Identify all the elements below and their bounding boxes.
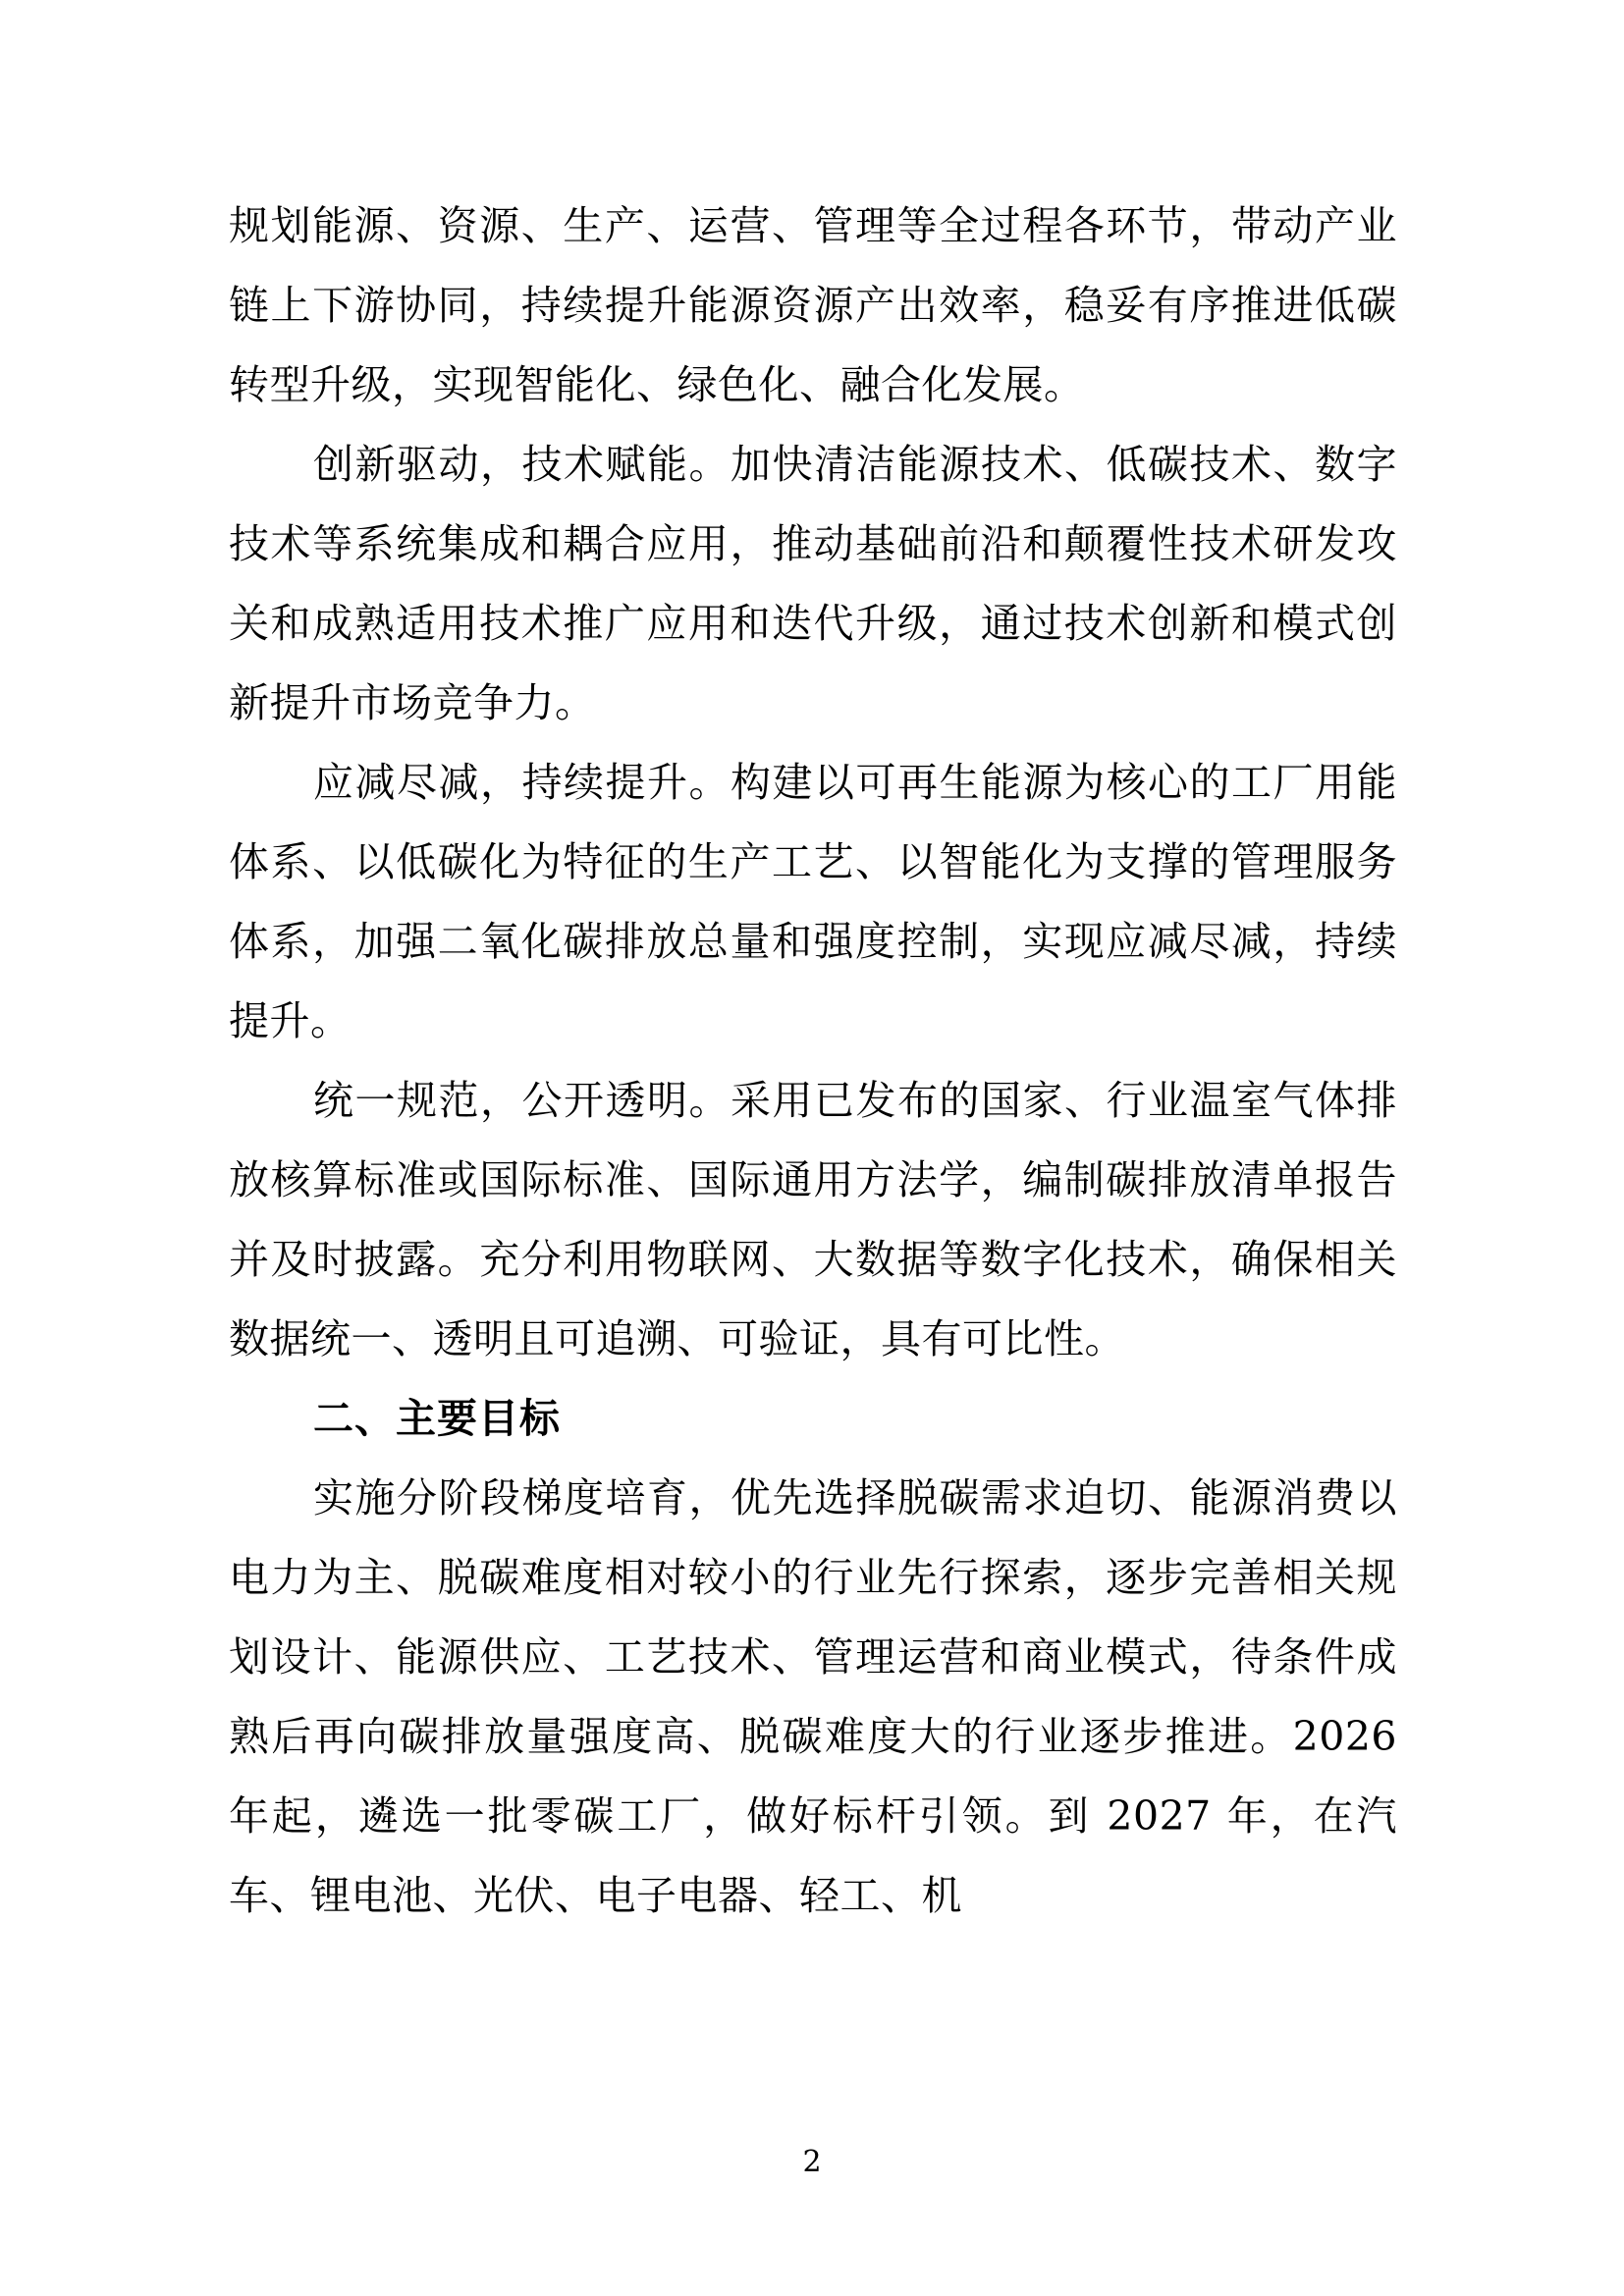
body-paragraph: 应减尽减，持续提升。构建以可再生能源为核心的工厂用能体系、以低碳化为特征的生产工艺、以智能化为支撑的管理服务体系，加强二氧化碳排放总量和强度控制，实现应减尽减，持续提升。 — [229, 759, 1397, 1044]
body-paragraph: 规划能源、资源、生产、运营、管理等全过程各环节，带动产业链上下游协同，持续提升能源资源产出效率，稳妥有序推进低碳转型升级，实现智能化、绿色化、融合化发展。 — [229, 202, 1397, 408]
body-paragraph: 统一规范，公开透明。采用已发布的国家、行业温室气体排放核算标准或国际标准、国际通用方法学，编制碳排放清单报告并及时披露。充分利用物联网、大数据等数字化技术，确保相关数据统一、透明且可追溯、可验证，具有可比性。 — [229, 1077, 1397, 1362]
page-content — [229, 187, 1397, 1936]
page-number: 2 — [802, 2145, 822, 2179]
section-heading: 二、主要目标 — [313, 1395, 561, 1442]
body-paragraph: 实施分阶段梯度培育，优先选择脱碳需求迫切、能源消费以电力为主、脱碳难度相对较小的行业先行探索，逐步完善相关规划设计、能源供应、工艺技术、管理运营和商业模式，待条件成熟后再向碳排放量强度高、脱碳难度大的行业逐步推进。2026 年起，遴选一批零碳工厂，做好标杆引领。到 2027 年，在汽车、锂电池、光伏、电子电器、轻工、机 — [229, 1474, 1397, 1919]
body-paragraph: 创新驱动，技术赋能。加快清洁能源技术、低碳技术、数字技术等系统集成和耦合应用，推动基础前沿和颠覆性技术研发攻关和成熟适用技术推广应用和迭代升级，通过技术创新和模式创新提升市场竞争力。 — [229, 441, 1397, 726]
